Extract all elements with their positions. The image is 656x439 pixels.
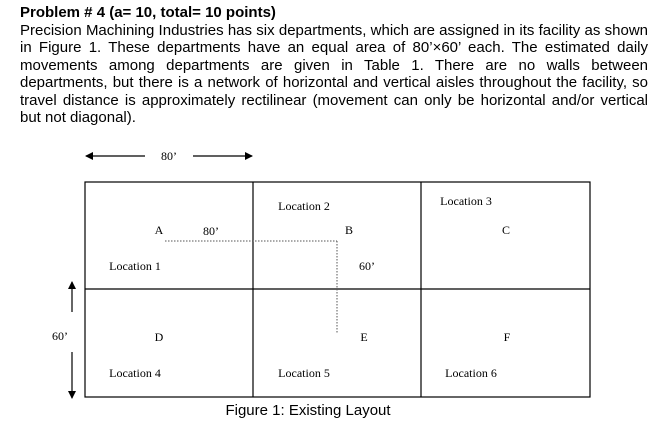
width-label: 80’: [161, 149, 177, 163]
height-dimension: [52, 282, 72, 398]
aisle-horizontal-label: 80’: [203, 224, 219, 238]
department-d-label: D: [154, 330, 164, 344]
aisle-vertical-label: 60’: [359, 259, 375, 273]
location-5-label: Location 5: [278, 366, 330, 380]
department-f-label: F: [503, 330, 511, 344]
width-dimension: [86, 149, 252, 163]
aisle-path: [165, 224, 375, 333]
location-1-label: Location 1: [109, 259, 161, 273]
problem-title: Problem # 4 (a= 10, total= 10 points): [20, 4, 276, 21]
department-e-label: E: [360, 330, 368, 344]
location-6-label: Location 6: [445, 366, 497, 380]
location-4-label: Location 4: [109, 366, 161, 380]
location-3-label: Location 3: [440, 194, 492, 208]
figure-caption: Figure 1: Existing Layout: [225, 402, 391, 419]
height-label: 60’: [52, 329, 68, 343]
department-a-label: A: [154, 223, 164, 237]
department-c-label: C: [501, 223, 511, 237]
department-b-label: B: [344, 223, 354, 237]
location-2-label: Location 2: [278, 199, 330, 213]
problem-body: Precision Machining Industries has six departments, which are assigned in its facility as shown in Figure 1. These departments have an equal area of 80’×60’ each. The estimated daily movements among departments are given in Table 1. There are no walls between departments, but there is a network of horizontal and vertical aisles throughout the facility, so travel distance is approximately rectilinear (movement can only be horizontal and/or vertical but not diagonal).: [20, 21, 648, 126]
